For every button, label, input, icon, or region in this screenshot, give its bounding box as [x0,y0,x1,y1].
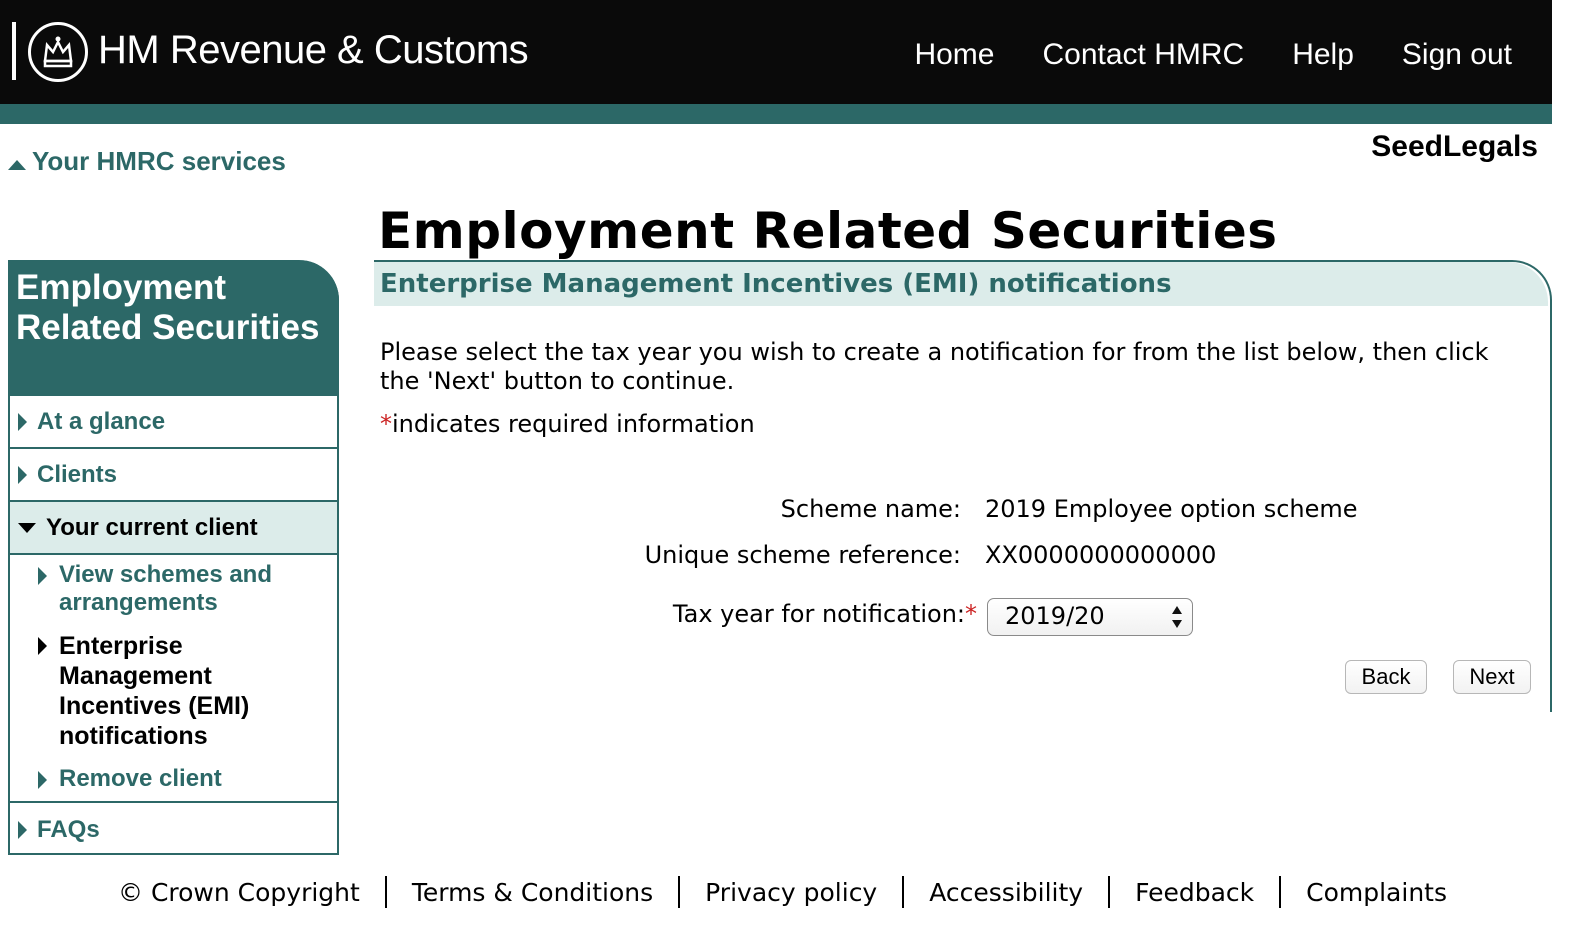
next-button[interactable]: Next [1453,660,1531,694]
footer-complaints[interactable]: Complaints [1306,877,1447,907]
scheme-ref-row [0,541,1572,575]
brand-title[interactable]: HM Revenue & Customs [98,28,529,72]
arrow-right-icon [38,771,47,789]
scheme-name-value: 2019 Employee option scheme [985,495,1358,523]
sidebar-subitem-label: Enterprise Management Incentives (EMI) notifications [59,632,250,750]
sidebar-item-label: FAQs [37,815,100,843]
footer-separator [1279,876,1281,908]
scheme-name-label: Scheme name: [780,495,961,523]
intro-text: Please select the tax year you wish to create a notification for from the list below, then click the 'Next' button to continue. [380,338,1489,395]
content-panel [374,260,1552,712]
crown-crest-icon [28,22,88,82]
sidebar-item-label: Clients [37,460,118,488]
sidebar-item-faqs[interactable] [10,803,337,856]
panel-title: Enterprise Management Incentives (EMI) notifications [374,262,1548,306]
sidebar-item-label: Your current client [46,513,258,541]
top-nav [914,38,1512,72]
scheme-ref-value: XX0000000000000 [985,541,1217,569]
sidebar-subitem-emi-notifications[interactable] [38,631,337,751]
sidebar-title: Employment Related Securities [8,260,339,396]
tax-year-selected: 2019/20 [1005,602,1105,630]
scheme-ref-label: Unique scheme reference: [644,541,961,569]
header-divider [12,22,16,80]
sidebar-subitem-label: Remove client [59,765,222,792]
arrow-right-icon [18,821,27,839]
footer-accessibility[interactable]: Accessibility [929,877,1084,907]
nav-help[interactable]: Help [1292,38,1354,71]
nav-sign-out[interactable]: Sign out [1401,38,1512,71]
nav-contact-hmrc[interactable]: Contact HMRC [1042,38,1245,71]
footer [118,876,1447,908]
select-arrows-icon [1172,606,1182,628]
page-title: Employment Related Securities [378,202,1278,260]
sidebar-subnav [10,555,337,803]
required-star: * [965,600,977,628]
back-button[interactable]: Back [1345,660,1427,694]
tax-year-label [673,600,977,628]
arrow-right-icon [18,466,27,484]
agent-name: SeedLegals [1371,130,1538,163]
sidebar-subitem-label: View schemes and arrangements [59,561,272,616]
arrow-up-icon [8,160,26,170]
site-header [0,0,1552,104]
header-teal-bar [0,104,1552,124]
tax-year-row [0,598,1572,638]
footer-separator [385,876,387,908]
nav-home[interactable]: Home [914,38,995,71]
tax-year-select[interactable] [987,598,1193,636]
footer-separator [678,876,680,908]
required-note [380,410,755,438]
footer-separator [902,876,904,908]
tax-year-label-text: Tax year for notification: [672,600,965,628]
scheme-name-row [0,495,1572,529]
your-hmrc-services-link[interactable] [8,146,286,177]
sidebar-item-label: At a glance [37,407,166,435]
footer-privacy[interactable]: Privacy policy [705,877,878,907]
footer-terms[interactable]: Terms & Conditions [411,877,654,907]
required-star: * [380,410,392,438]
sidebar-item-at-a-glance[interactable] [10,396,337,449]
services-link-label: Your HMRC services [32,146,286,176]
arrow-right-icon [38,637,47,655]
footer-crown-copyright[interactable]: © Crown Copyright [118,877,360,907]
required-note-text: indicates required information [392,410,755,438]
arrow-right-icon [18,413,27,431]
sidebar-subitem-remove-client[interactable] [38,765,337,793]
footer-feedback[interactable]: Feedback [1135,877,1255,907]
footer-separator [1108,876,1110,908]
